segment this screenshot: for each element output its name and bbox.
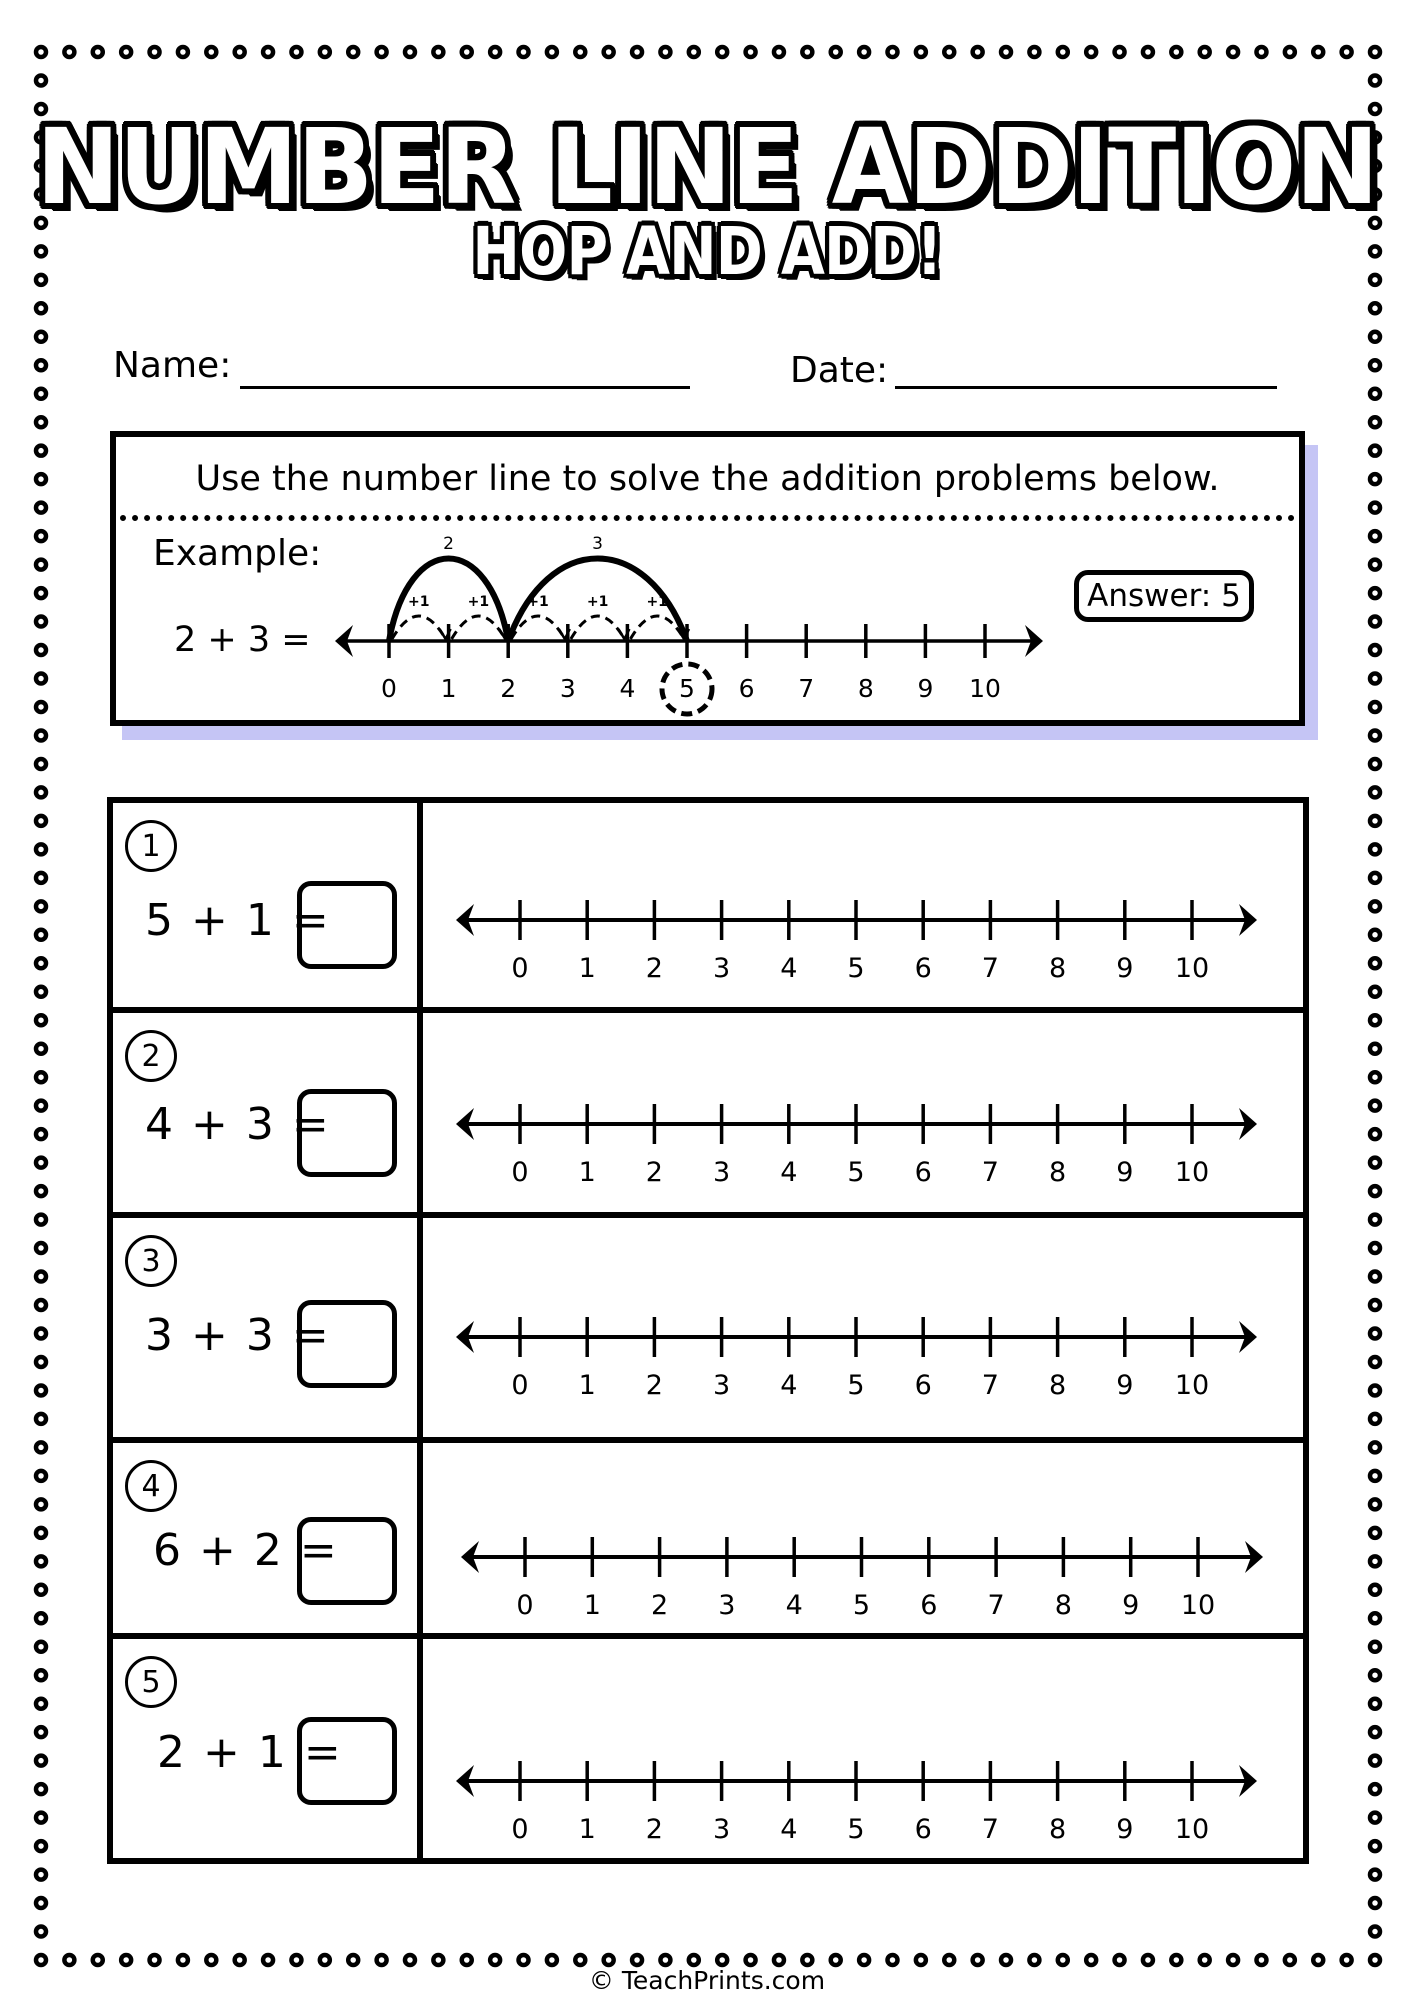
- problem-cell: [113, 803, 423, 1007]
- svg-text:+1: +1: [527, 594, 549, 610]
- tick-label: 0: [381, 674, 397, 703]
- tick-label: 2: [645, 1157, 663, 1188]
- tick-label: 10: [1174, 1814, 1210, 1845]
- problem-row-1: [107, 797, 1309, 1013]
- name-label: Name:: [113, 345, 232, 386]
- tick-label: 8: [1049, 1814, 1067, 1845]
- tick-label: 7: [987, 1590, 1005, 1621]
- problem-row-3: [107, 1218, 1309, 1443]
- tick-label: 5: [679, 674, 695, 703]
- example-answer-badge: [1074, 570, 1254, 622]
- instruction-text: Use the number line to solve the addition problems below.: [195, 459, 1220, 499]
- tick-label: 6: [914, 1157, 932, 1188]
- number-line: [423, 803, 1303, 1007]
- svg-text:+1: +1: [408, 594, 430, 610]
- problem-cell: [113, 1639, 423, 1858]
- tick-label: 5: [852, 1590, 871, 1621]
- tick-label: 9: [1116, 1157, 1134, 1188]
- number-line-group: [461, 1537, 1263, 1621]
- tick-label: 4: [780, 1370, 798, 1401]
- tick-label: 4: [780, 1157, 798, 1188]
- copyright-footer: © TeachPrints.com: [588, 1966, 826, 1995]
- tick-label: 3: [713, 953, 731, 984]
- problem-number-badge: 3: [125, 1235, 177, 1287]
- answer-box[interactable]: [297, 1300, 397, 1388]
- name-field[interactable]: [240, 386, 690, 389]
- svg-text:+1: +1: [646, 594, 668, 610]
- tick-label: 2: [645, 1370, 663, 1401]
- svg-text:3: 3: [592, 534, 604, 554]
- tick-label: 2: [645, 1814, 663, 1845]
- date-label: Date:: [790, 350, 889, 391]
- tick-label: 2: [651, 1590, 669, 1621]
- tick-label: 7: [798, 674, 815, 703]
- tick-label: 3: [559, 674, 576, 703]
- tick-label: 9: [1116, 1370, 1134, 1401]
- tick-label: 8: [1054, 1590, 1072, 1621]
- svg-text:2: 2: [443, 534, 455, 554]
- tick-label: 5: [847, 953, 865, 984]
- tick-label: 10: [1174, 1157, 1210, 1188]
- number-line-group: [456, 900, 1257, 984]
- tick-label: 9: [917, 674, 934, 703]
- tick-label: 10: [1180, 1590, 1216, 1621]
- tick-label: 0: [511, 1814, 529, 1845]
- problem-equation: 3 + 3 =: [145, 1310, 331, 1361]
- tick-label: 3: [713, 1814, 731, 1845]
- problem-cell: [113, 1218, 423, 1437]
- number-line-group: [456, 1317, 1257, 1401]
- problem-row-4: [107, 1443, 1309, 1639]
- example-equation: 2 + 3 =: [174, 620, 311, 660]
- problem-number-badge: 2: [125, 1030, 177, 1082]
- problem-cell: [113, 1013, 423, 1212]
- number-line-group: [456, 1104, 1257, 1188]
- tick-label: 10: [1174, 1370, 1210, 1401]
- problem-row-2: [107, 1013, 1309, 1218]
- example-box: [110, 431, 1305, 726]
- date-field[interactable]: [895, 386, 1277, 389]
- problem-equation: 2 + 1 =: [157, 1727, 343, 1778]
- tick-label: 6: [914, 1814, 932, 1845]
- tick-label: 7: [981, 1814, 999, 1845]
- tick-label: 4: [785, 1590, 803, 1621]
- tick-label: 2: [645, 953, 663, 984]
- answer-box[interactable]: [297, 1717, 397, 1805]
- problem-equation: 4 + 3 =: [145, 1099, 331, 1150]
- problems-table: [107, 797, 1303, 1870]
- tick-label: 5: [847, 1370, 865, 1401]
- tick-label: 1: [440, 674, 457, 703]
- number-line: [423, 1639, 1303, 1858]
- tick-label: 4: [619, 674, 636, 703]
- tick-label: 8: [1049, 1370, 1067, 1401]
- tick-label: 0: [511, 1157, 529, 1188]
- number-line: [423, 1218, 1303, 1437]
- tick-label: 1: [578, 1814, 596, 1845]
- tick-label: 8: [1049, 953, 1067, 984]
- tick-label: 7: [981, 1157, 999, 1188]
- svg-text:+1: +1: [586, 594, 609, 610]
- tick-label: 3: [713, 1370, 731, 1401]
- tick-label: 5: [847, 1157, 865, 1188]
- problem-cell: [113, 1443, 423, 1633]
- problem-number-badge: 4: [125, 1460, 177, 1512]
- tick-label: 9: [1116, 1814, 1134, 1845]
- tick-label: 0: [511, 953, 529, 984]
- tick-label: 9: [1116, 953, 1134, 984]
- page-title: NUMBER LINE ADDITION: [36, 106, 1378, 228]
- problem-row-5: [107, 1639, 1309, 1864]
- answer-box[interactable]: [297, 1089, 397, 1177]
- tick-label: 0: [516, 1590, 534, 1621]
- tick-label: 7: [981, 953, 999, 984]
- problem-number-badge: 1: [125, 820, 177, 872]
- tick-label: 2: [500, 674, 517, 703]
- tick-label: 10: [969, 674, 1001, 703]
- tick-label: 3: [713, 1157, 731, 1188]
- tick-label: 1: [583, 1590, 601, 1621]
- tick-label: 6: [914, 953, 932, 984]
- tick-label: 1: [578, 953, 596, 984]
- tick-label: 3: [718, 1590, 736, 1621]
- tick-label: 7: [981, 1370, 999, 1401]
- answer-box[interactable]: [297, 1517, 397, 1605]
- number-line: [423, 1443, 1303, 1633]
- problem-equation: 6 + 2 =: [153, 1525, 339, 1576]
- tick-label: 8: [857, 674, 874, 703]
- tick-label: 9: [1122, 1590, 1140, 1621]
- number-line: [423, 1013, 1303, 1212]
- svg-text:+1: +1: [467, 594, 490, 610]
- tick-label: 4: [780, 953, 798, 984]
- tick-label: 5: [847, 1814, 865, 1845]
- problem-number-badge: 5: [125, 1656, 177, 1708]
- page-subtitle: HOP AND ADD!: [472, 213, 942, 290]
- answer-box[interactable]: [297, 881, 397, 969]
- tick-label: 4: [780, 1814, 798, 1845]
- tick-label: 6: [920, 1590, 938, 1621]
- tick-label: 0: [511, 1370, 529, 1401]
- tick-label: 6: [738, 674, 755, 703]
- tick-label: 10: [1174, 953, 1210, 984]
- tick-label: 1: [578, 1157, 596, 1188]
- tick-label: 8: [1049, 1157, 1067, 1188]
- example-answer-text: Answer: 5: [1087, 578, 1241, 614]
- problem-equation: 5 + 1 =: [145, 895, 331, 946]
- tick-label: 1: [578, 1370, 596, 1401]
- number-line-group: [456, 1761, 1257, 1845]
- tick-label: 6: [914, 1370, 932, 1401]
- example-label: Example:: [153, 533, 322, 574]
